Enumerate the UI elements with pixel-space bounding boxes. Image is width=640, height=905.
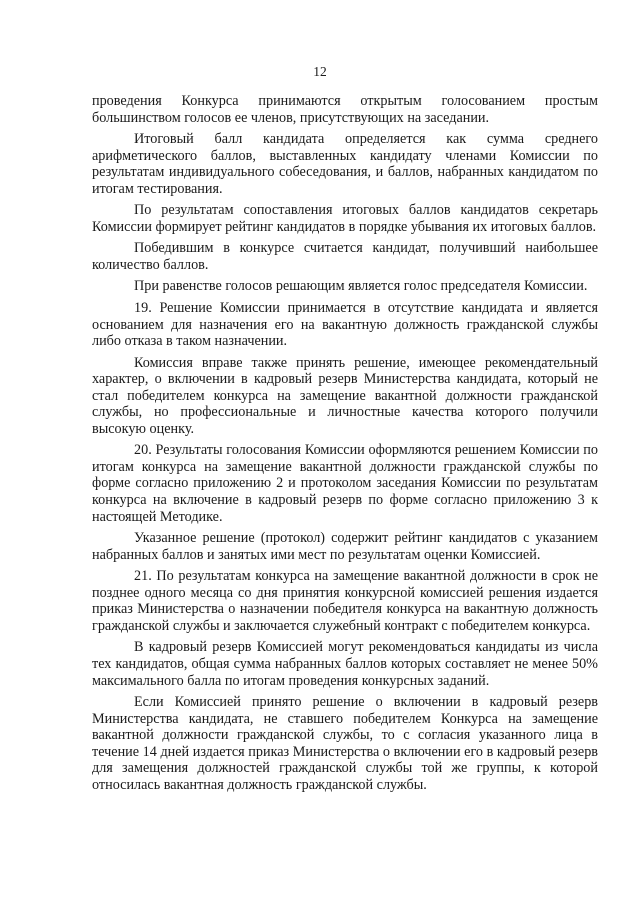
paragraph-tie-vote: При равенстве голосов решающим является голос председателя Комиссии. [134, 278, 588, 295]
document-body [92, 93, 598, 798]
paragraph-voting-continuation: проведения Конкурса принимаются открытым голосованием простым большинством голосов ее членов, присутствующих на заседании. [92, 93, 598, 126]
paragraph-clause-21: 21. По результатам конкурса на замещение вакантной должности в срок не позднее одного месяца со дня принятия конкурсной комиссией решения издается приказ Министерства о назначении победителя конкурса на вакантную должность гражданской службы и заключается служебный контракт с победителем конкурса. [92, 568, 598, 634]
paragraph-reserve-threshold: В кадровый резерв Комиссией могут рекомендоваться кандидаты из числа тех кандидатов, общая сумма набранных баллов которых составляет не менее 50% максимального балла по итогам проведения конкурсных заданий. [92, 639, 598, 689]
paragraph-clause-19: 19. Решение Комиссии принимается в отсутствие кандидата и является основанием для назначения его на вакантную должность гражданской службы либо отказа в таком назначении. [92, 300, 598, 350]
paragraph-winner: Победившим в конкурсе считается кандидат, получивший наибольшее количество баллов. [92, 240, 598, 273]
paragraph-decision-rating: Указанное решение (протокол) содержит рейтинг кандидатов с указанием набранных баллов и занятых ими мест по результатам оценки Комиссией. [92, 530, 598, 563]
paragraph-final-score: Итоговый балл кандидата определяется как сумма среднего арифметического баллов, выставленных кандидату членами Комиссии по результатам индивидуального собеседования, и баллов, набранных кандидатом по итогам тестирования. [92, 131, 598, 197]
paragraph-reserve-order: Если Комиссией принято решение о включении в кадровый резерв Министерства кандидата, не ставшего победителем Конкурса на замещение вакантной должности гражданской службы, то с согласия указанного лица в течение 14 дней издается приказ Министерства о включении его в кадровый резерв для замещения должностей гражданской службы той же группы, к которой относилась вакантная должность гражданской службы. [92, 694, 598, 793]
paragraph-recommendation: Комиссия вправе также принять решение, имеющее рекомендательный характер, о включении в кадровый резерв Министерства кандидата, который не стал победителем конкурса на замещение вакантной должности гражданской службы, но профессиональные и личностные качества которого получили высокую оценку. [92, 354, 598, 437]
paragraph-rating: По результатам сопоставления итоговых баллов кандидатов секретарь Комиссии формирует рейтинг кандидатов в порядке убывания их итоговых баллов. [92, 202, 598, 235]
paragraph-clause-20: 20. Результаты голосования Комиссии оформляются решением Комиссии по итогам конкурса на замещение вакантной должности гражданской службы по форме согласно приложению 2 и протоколом заседания Комиссии по результатам конкурса на включение в кадровый резерв по форме согласно приложению 3 к настоящей Методике. [92, 442, 598, 525]
page-number: 12 [313, 64, 327, 79]
